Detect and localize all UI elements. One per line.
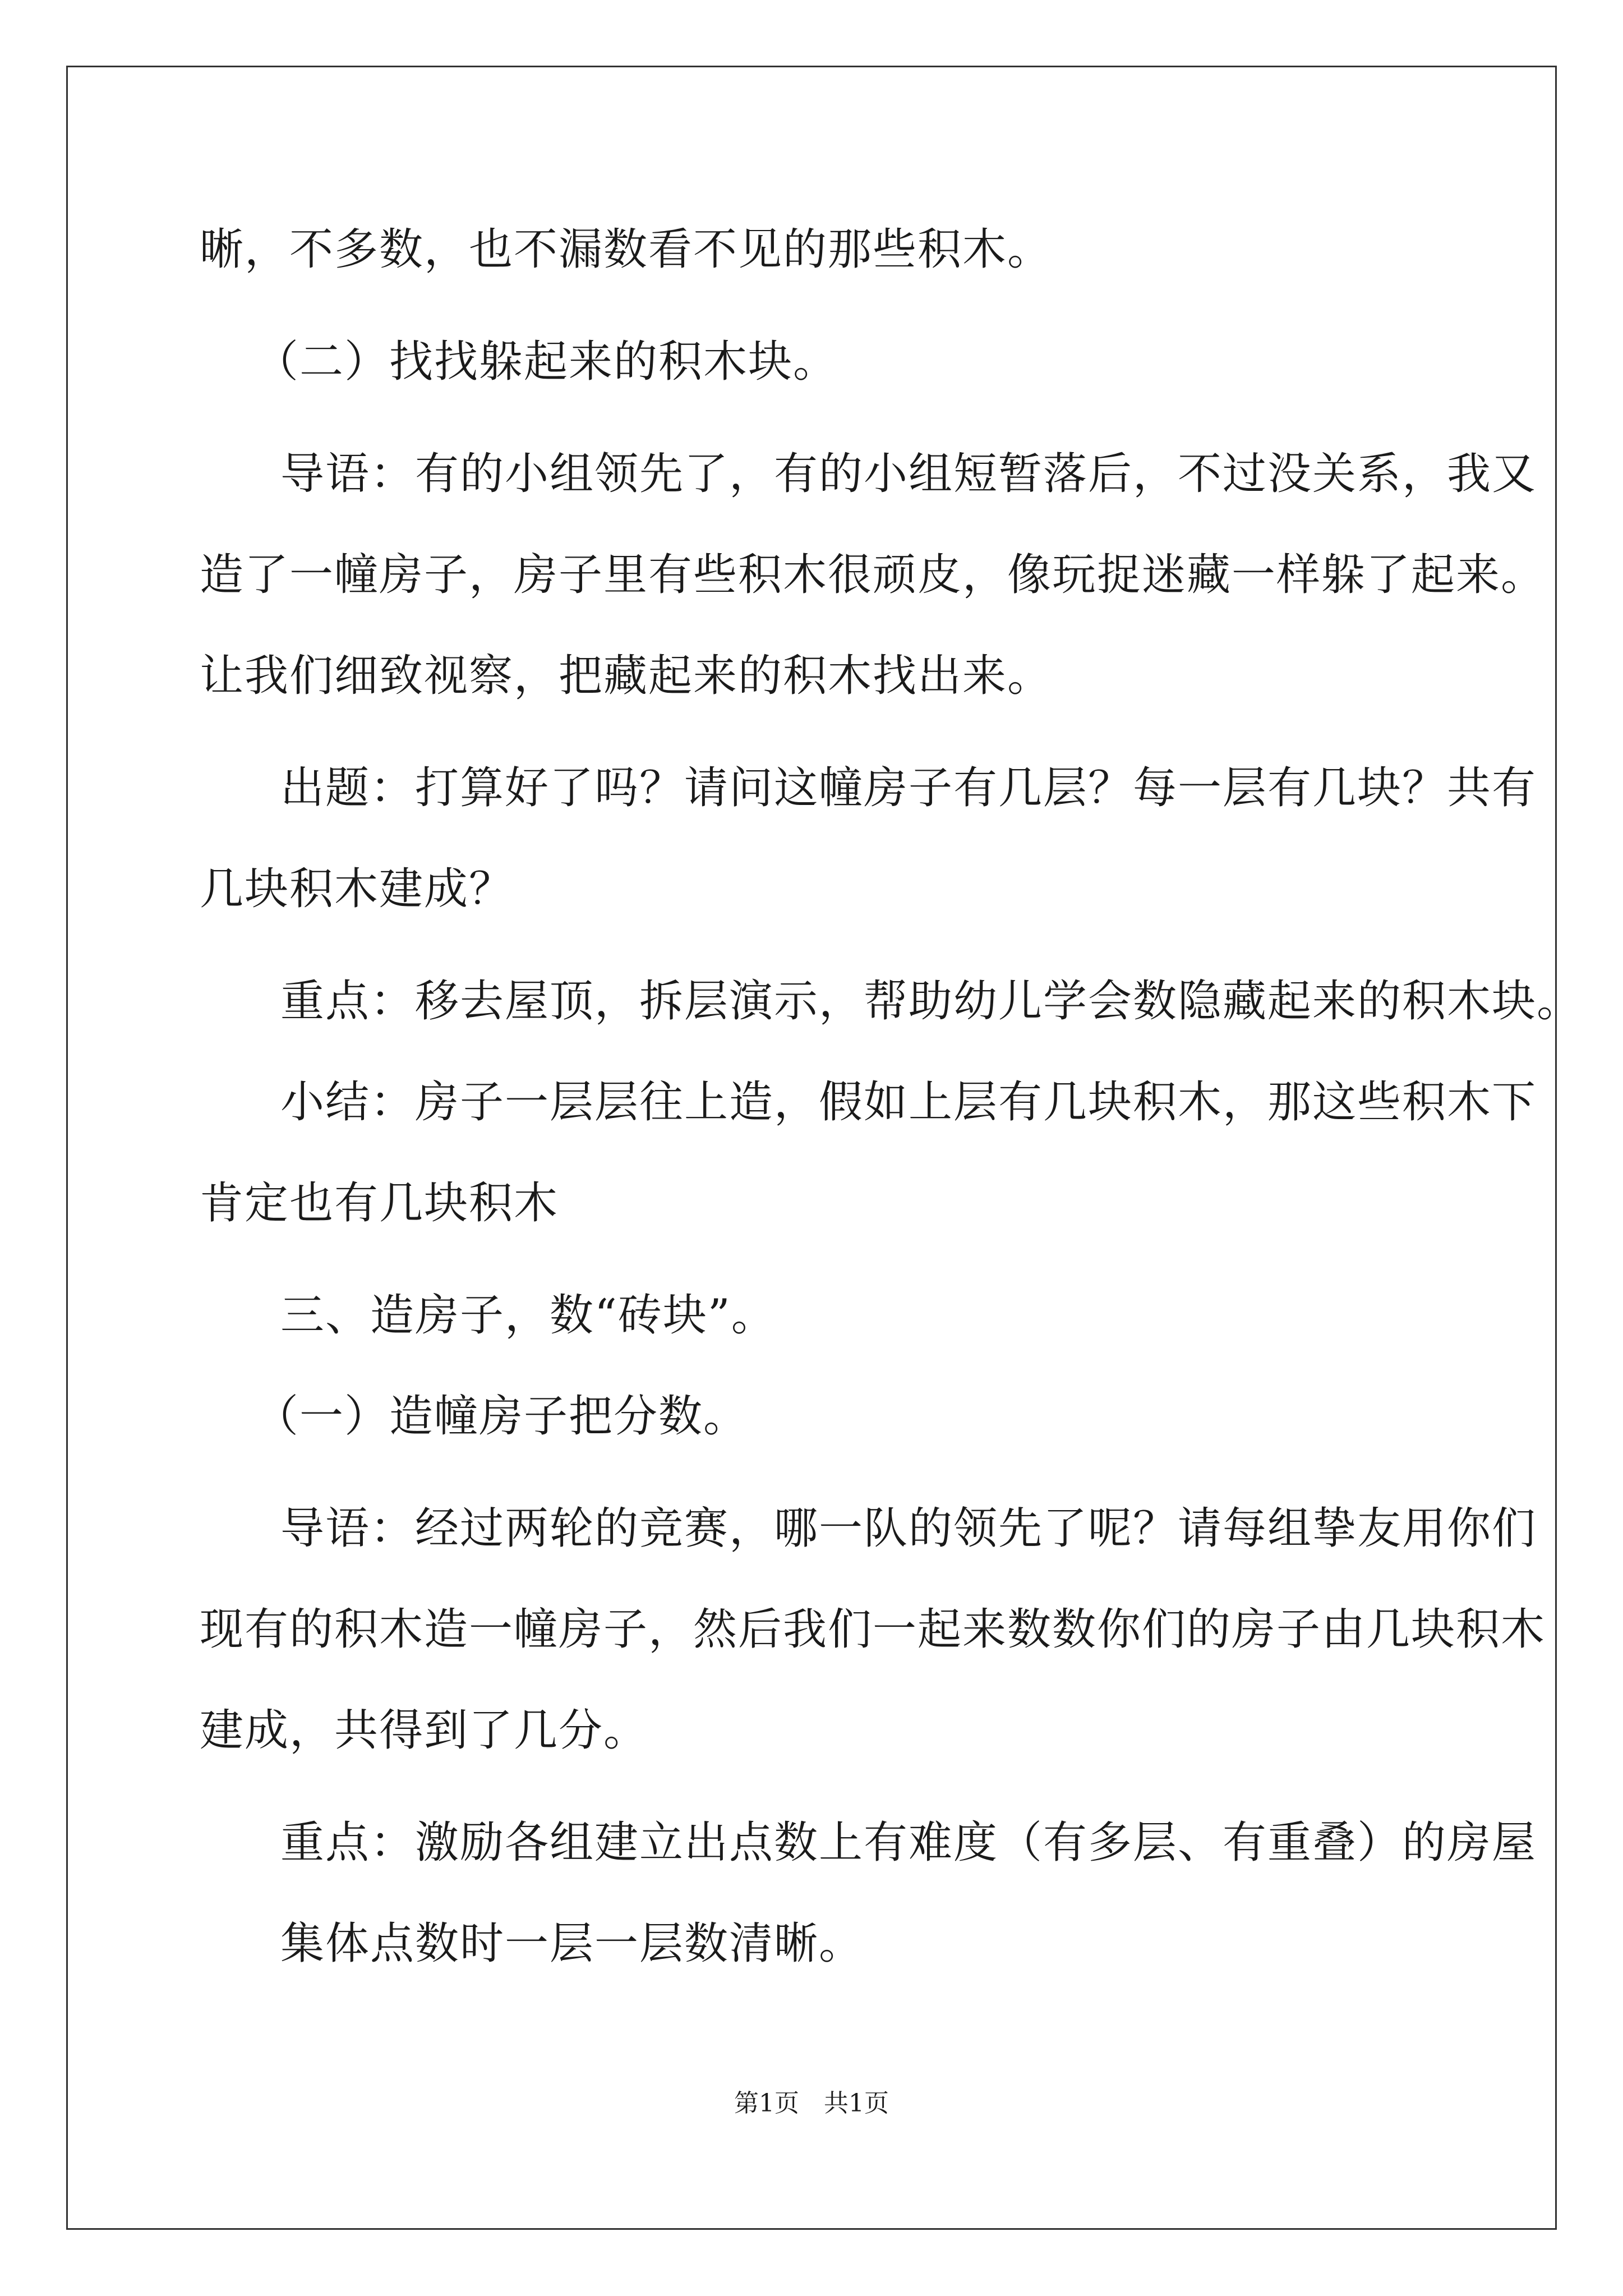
text-line: 重点：移去屋顶，拆层演示，帮助幼儿学会数隐藏起来的积木块。 (280, 976, 1582, 1027)
text-line: 集体点数时一层一层数清晰。 (280, 1918, 864, 1969)
text-line: 导语：有的小组领先了，有的小组短暂落后，不过没关系，我又 (280, 449, 1537, 499)
page-number: 第1页 共1页 (734, 2089, 889, 2118)
text-line: 造了一幢房子，房子里有些积木很顽皮，像玩捉迷藏一样躲了起来。 (200, 550, 1546, 600)
page-border (66, 66, 1557, 2230)
text-line: 重点：激励各组建立出点数上有难度（有多层、有重叠）的房屋 (280, 1818, 1537, 1868)
text-line: 导语：经过两轮的竞赛，哪一队的领先了呢？请每组挚友用你们 (280, 1503, 1537, 1554)
section-heading: （二）找找躲起来的积木块。 (255, 337, 838, 387)
text-line: 肯定也有几块积木 (200, 1178, 559, 1228)
text-line: 几块积木建成？ (200, 864, 514, 914)
text-line: 建成，共得到了几分。 (200, 1705, 649, 1756)
text-line: 让我们细致视察，把藏起来的积木找出来。 (200, 651, 1053, 701)
text-line: 小结：房子一层层往上造，假如上层有几块积木，那这些积木下 (280, 1077, 1537, 1128)
text-line: 晰，不多数，也不漏数看不见的那些积木。 (200, 224, 1053, 275)
text-line: 出题：打算好了吗？请问这幢房子有几层？每一层有几块？共有 (280, 763, 1537, 813)
section-heading: （一）造幢房子把分数。 (255, 1391, 749, 1442)
text-line: 现有的积木造一幢房子，然后我们一起来数数你们的房子由几块积木 (200, 1604, 1546, 1655)
section-heading: 三、造房子，数“砖块”。 (280, 1290, 776, 1341)
